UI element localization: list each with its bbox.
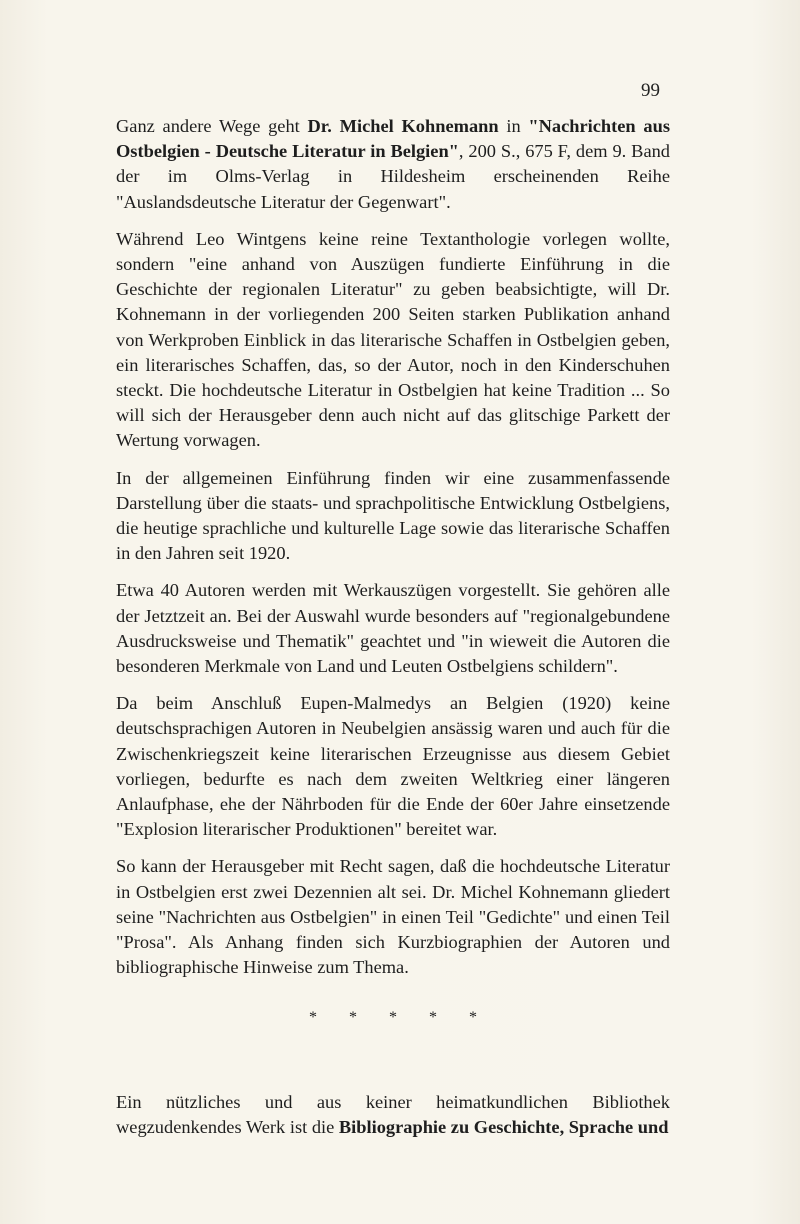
paragraph-1	[116, 114, 670, 215]
paragraph-1-connector: in	[498, 116, 529, 136]
bibliography-title: Bibliographie zu Geschichte, Sprache und	[338, 1116, 669, 1137]
paragraph-1-tail: , 200 S., 675 F, dem 9. Band der im Olms-Verlag in Hildesheim erscheinenden Reihe "Auslandsdeutsche Literatur der Gegenwart".	[116, 141, 670, 212]
paragraph-5: Da beim Anschluß Eupen-Malmedys an Belgien (1920) keine deutschsprachigen Autoren in Neubelgien ansässig waren und auch für die Zwischenkriegszeit keine literarischen Erzeugnisse aus diesem Gebiet vorliegen, bedurfte es nach dem zweiten Weltkrieg einer längeren Anlaufphase, ehe der Nährboden für die Ende der 60er Jahre einsetzende "Explosion literarischer Produktionen" bereitet war.	[116, 693, 670, 840]
paragraph-3: In der allgemeinen Einführung finden wir eine zusammenfassende Darstellung über die staats- und sprachpolitische Entwicklung Ostbelgiens, die heutige sprachliche und kulturelle Lage sowie das literarische Schaffen in den Jahren seit 1920.	[116, 467, 670, 564]
paragraph-1-lead: Ganz andere Wege geht	[116, 116, 308, 136]
paragraph-6: So kann der Herausgeber mit Recht sagen, daß die hochdeutsche Literatur in Ostbelgien erst zwei Dezennien alt sei. Dr. Michel Kohnemann gliedert seine "Nachrichten aus Ostbelgien" in einen Teil "Gedichte" und einen Teil "Prosa". Als Anhang finden sich Kurzbiographien der Autoren und bibliographische Hinweise zum Thema.	[116, 856, 670, 978]
page-number: 99	[641, 80, 660, 101]
section-separator: * * * * *	[309, 1008, 491, 1026]
paragraph-4: Etwa 40 Autoren werden mit Werkauszügen vorgestellt. Sie gehören alle der Jetztzeit an. Bei der Auswahl wurde besonders auf "regionalgebundene Ausdrucksweise und Thematik" geachtet und "in wieweit die Autoren die besonderen Merkmale von Land und Leuten Ostbelgiens schildern".	[116, 580, 670, 677]
author-name: Dr. Michel Kohnemann	[307, 116, 499, 136]
text-column	[116, 114, 670, 1152]
book-title: "Nachrichten aus Ostbelgien - Deutsche Literatur in Belgien"	[116, 116, 670, 162]
closing-paragraph	[116, 1090, 670, 1140]
closing-lead: Ein nützliches und aus keiner heimatkundlichen Bibliothek wegzudenkendes Werk ist die	[116, 1091, 670, 1137]
paragraph-2: Während Leo Wintgens keine reine Textanthologie vorlegen wollte, sondern "eine anhand von Auszügen fundierte Einführung in die Geschichte der regionalen Literatur" zu geben beabsichtigte, will Dr. Kohnemann in der vorliegenden 200 Seiten starken Publikation anhand von Werkproben Einblick in das literarische Schaffen in Ostbelgien geben, ein literarisches Schaffen, das, so der Autor, noch in den Kinderschuhen steckt. Die hochdeutsche Literatur in Ostbelgien hat keine Tradition ... So will sich der Herausgeber denn auch nicht auf das glitschige Parkett der Wertung vorwagen.	[116, 228, 670, 451]
